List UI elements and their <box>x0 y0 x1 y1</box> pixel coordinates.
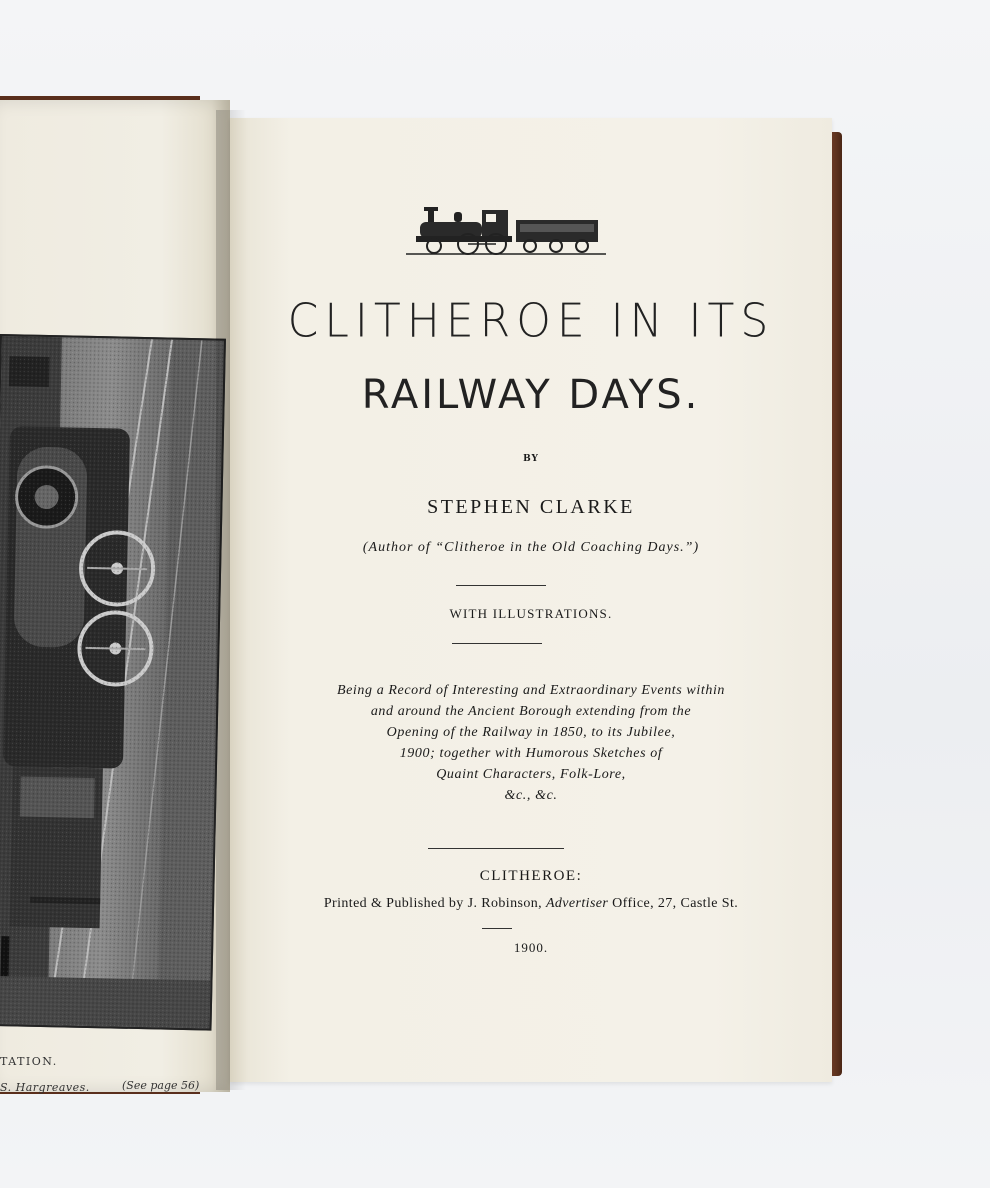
plate-caption-line1: TATION. <box>0 1055 58 1068</box>
locomotive-icon <box>406 196 606 262</box>
plate-caption-page-ref: (See page 56) <box>122 1079 200 1092</box>
imprint-year: 1900. <box>513 940 549 955</box>
description-block <box>230 680 832 806</box>
illustrations-note: WITH ILLUSTRATIONS. <box>449 606 613 621</box>
divider-rule-2 <box>452 643 542 644</box>
locomotive-photo <box>0 336 224 1028</box>
divider-rule-3 <box>428 848 564 849</box>
publisher-italic: Advertiser <box>545 896 609 911</box>
left-page <box>0 100 230 1092</box>
author-name: STEPHEN CLARKE <box>427 496 635 518</box>
publisher-prefix: Printed & Published by J. Robinson, <box>323 896 543 911</box>
frontispiece-plate <box>0 334 226 1031</box>
title-line-2: RAILWAY DAYS. <box>361 372 701 418</box>
imprint-place: CLITHEROE: <box>479 868 583 884</box>
plate-caption-credit: S. Hargreaves. <box>0 1081 90 1094</box>
description-line: Being a Record of Interesting and Extraordinary Events within <box>336 683 726 698</box>
description-line: &c., &c. <box>504 788 558 803</box>
description-line: and around the Ancient Borough extending from the <box>370 704 692 719</box>
title-line-1: CLITHEROE IN ITS <box>287 294 775 349</box>
by-line: BY <box>523 454 539 464</box>
title-page <box>230 118 832 1082</box>
description-line: Opening of the Railway in 1850, to its Jubilee, <box>386 725 676 740</box>
description-line: 1900; together with Humorous Sketches of <box>399 746 663 761</box>
author-note: (Author of “Clitheroe in the Old Coaching Days.”) <box>362 540 700 555</box>
description-line: Quaint Characters, Folk-Lore, <box>436 767 626 782</box>
divider-rule-1 <box>456 585 546 586</box>
imprint-publisher <box>230 896 832 912</box>
divider-rule-4 <box>482 928 512 929</box>
publisher-suffix: Office, 27, Castle St. <box>612 896 739 911</box>
